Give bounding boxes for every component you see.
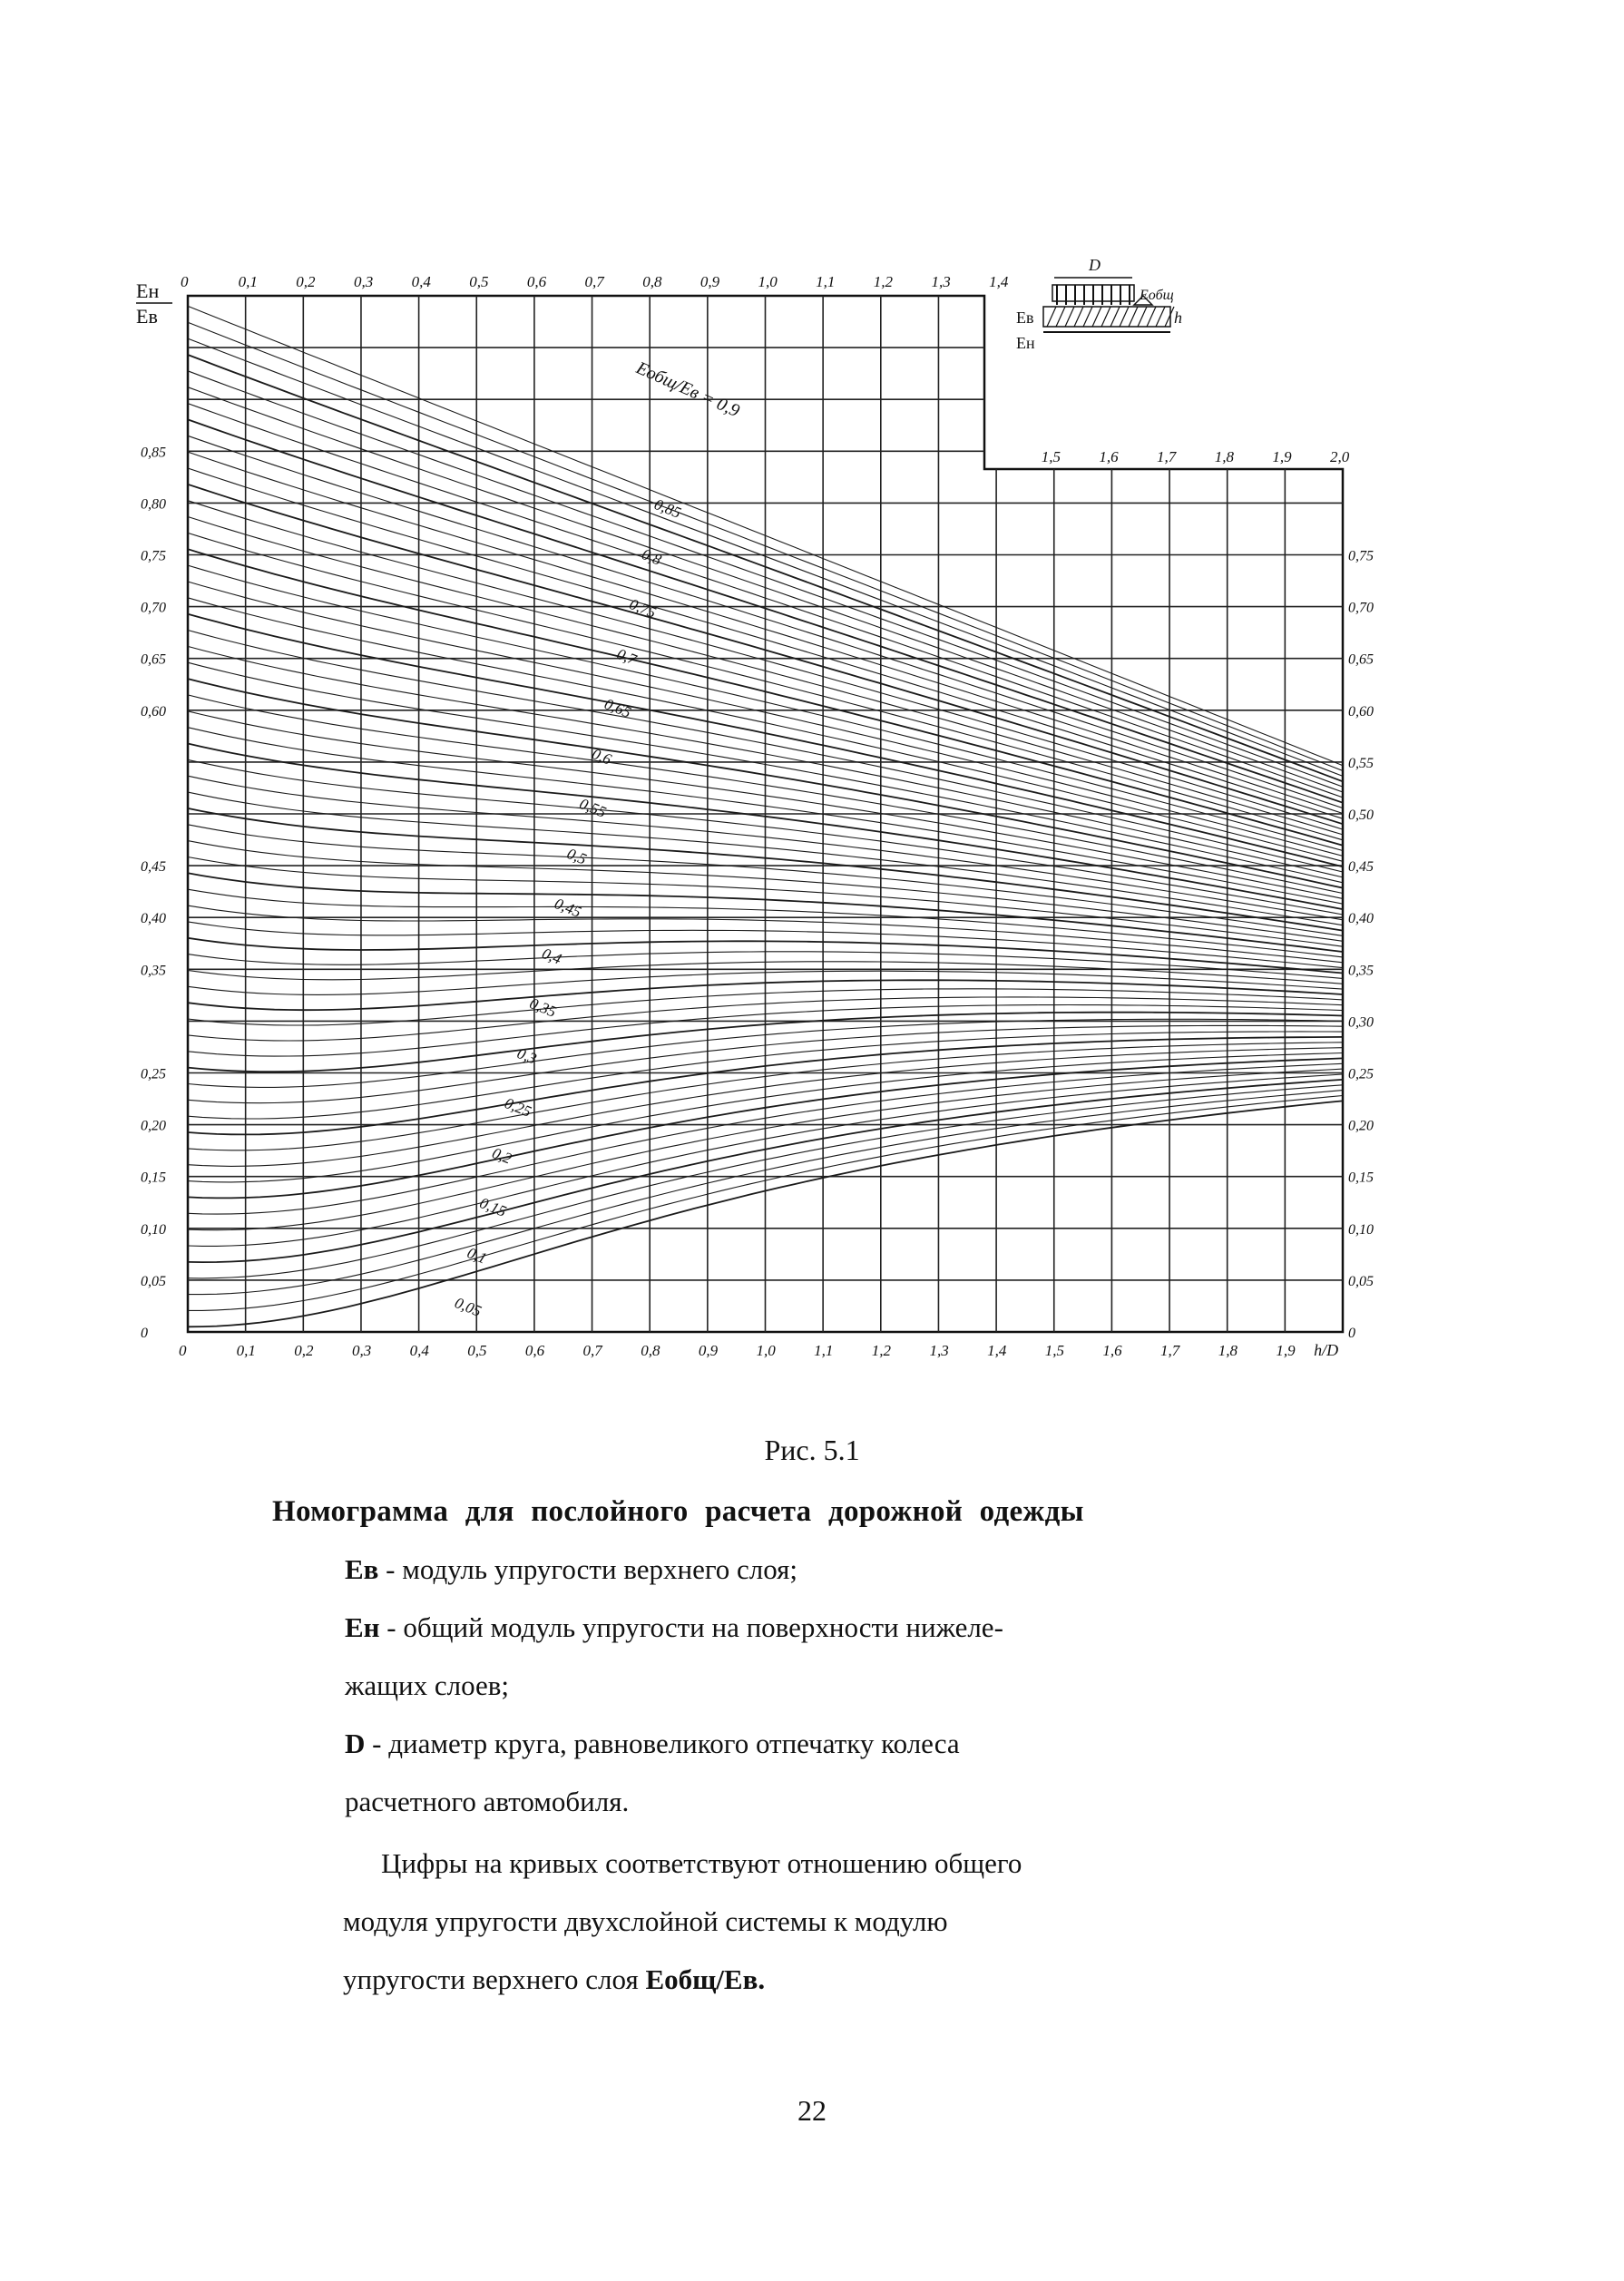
chart-labels — [136, 273, 1374, 1359]
top-x-tick-label: 0,1 — [238, 273, 258, 290]
inset-hatch — [1138, 307, 1147, 327]
left-y-tick-label: 0,45 — [141, 859, 166, 876]
curve-label: 0,1 — [465, 1244, 490, 1268]
note-line-3: упругости верхнего слоя Eобщ/Eв. — [343, 1963, 766, 1995]
curve-label: 0,85 — [651, 495, 684, 522]
top-x-tick-label: 1,2 — [873, 273, 894, 290]
legend-en-cont: жащих слоев; — [345, 1669, 510, 1701]
top-x-tick-label: 1,3 — [931, 273, 951, 290]
right-y-tick-label: 0,05 — [1348, 1273, 1374, 1289]
bottom-x-tick-label: 1,1 — [814, 1342, 834, 1359]
bottom-x-tick-label: 1,4 — [987, 1342, 1007, 1359]
chart-title: Номограмма для послойного расчета дорожной одежды — [272, 1495, 1084, 1528]
bottom-x-tick-label: 1,6 — [1102, 1342, 1122, 1359]
right-y-tick-label: 0,45 — [1348, 859, 1374, 876]
bottom-x-tick-label: 0,2 — [294, 1342, 314, 1359]
left-y-tick-label: 0,65 — [141, 651, 166, 668]
top-x-tick-label: 1,1 — [816, 273, 836, 290]
bottom-x-tick-label: 0,3 — [351, 1342, 372, 1359]
right-y-tick-label: 0,60 — [1348, 703, 1374, 720]
right-y-tick-label: 0,75 — [1348, 548, 1374, 564]
bottom-x-tick-label: 0,4 — [409, 1342, 429, 1359]
curve-family-label: Eобщ/Eв = 0,9 — [632, 357, 743, 422]
right-y-tick-label: 0,15 — [1348, 1170, 1374, 1186]
left-y-tick-label: 0,60 — [141, 703, 166, 720]
curve-label: 0,15 — [477, 1194, 509, 1220]
mid-x-tick-label: 1,8 — [1214, 448, 1234, 465]
top-x-tick-label: 0,2 — [296, 273, 316, 290]
right-y-tick-label: 0,25 — [1348, 1066, 1374, 1082]
inset-hatch — [1147, 307, 1156, 327]
mid-x-tick-label: 1,7 — [1157, 448, 1177, 465]
top-x-tick-label: 0,6 — [526, 273, 547, 290]
inset-hatch — [1092, 307, 1101, 327]
top-x-tick-label: 1,0 — [758, 273, 778, 290]
right-y-tick-label: 0,10 — [1348, 1221, 1374, 1238]
left-y-tick-label: 0,35 — [141, 963, 166, 979]
right-y-tick-label: 0,30 — [1348, 1014, 1374, 1031]
top-x-tick-label: 0 — [181, 273, 189, 290]
legend-en: Eн - общий модуль упругости на поверхности нижеле- — [345, 1611, 1003, 1643]
inset-hatch — [1101, 307, 1110, 327]
curve-label: 0,65 — [602, 695, 634, 721]
legend-ev: Eв - модуль упругости верхнего слоя; — [345, 1553, 798, 1585]
top-x-tick-label: 0,7 — [584, 273, 604, 290]
bottom-x-tick-label: 1,3 — [929, 1342, 949, 1359]
left-y-tick-label: 0,25 — [141, 1066, 166, 1082]
left-y-tick-label: 0 — [141, 1326, 148, 1341]
inset-hatch — [1110, 307, 1120, 327]
inset-h-label: h — [1174, 308, 1182, 327]
inset-hatch — [1120, 307, 1129, 327]
bottom-x-tick-label: 0,7 — [582, 1342, 602, 1359]
bottom-x-tick-label: 1,0 — [756, 1342, 776, 1359]
bottom-x-tick-label: 1,9 — [1276, 1342, 1296, 1359]
bottom-x-tick-label: 0,9 — [698, 1342, 719, 1359]
inset-hatch — [1129, 307, 1138, 327]
right-y-tick-label: 0,40 — [1348, 911, 1374, 927]
bottom-x-tick-label: 1,5 — [1044, 1342, 1064, 1359]
left-y-tick-label: 0,15 — [141, 1170, 166, 1186]
legend-d: D - диаметр круга, равновеликого отпечатку колеса — [345, 1728, 960, 1759]
mid-x-tick-label: 1,6 — [1099, 448, 1119, 465]
left-y-tick-label: 0,05 — [141, 1273, 166, 1289]
inset-hatch — [1056, 307, 1065, 327]
left-y-tick-label: 0,80 — [141, 496, 166, 513]
y-axis-label-bottom: Eв — [136, 305, 158, 328]
right-y-tick-label: 0,35 — [1348, 963, 1374, 979]
left-y-tick-label: 0,75 — [141, 548, 166, 564]
top-x-tick-label: 0,4 — [411, 273, 431, 290]
right-y-tick-label: 0 — [1348, 1326, 1355, 1341]
left-y-tick-label: 0,40 — [141, 911, 166, 927]
layer-diagram-inset — [1016, 256, 1182, 352]
top-x-tick-label: 0,9 — [699, 273, 720, 290]
bottom-x-tick-label: 1,8 — [1218, 1342, 1238, 1359]
inset-hatch — [1047, 307, 1056, 327]
bottom-x-tick-label: 1,2 — [871, 1342, 892, 1359]
inset-hatch — [1156, 307, 1165, 327]
bottom-x-tick-label: 0 — [179, 1342, 187, 1359]
curve-label: 0,05 — [452, 1294, 484, 1320]
y-axis-label-top: Eн — [136, 279, 160, 302]
inset-d-label: D — [1089, 256, 1101, 274]
figure-caption: Рис. 5.1 — [764, 1434, 860, 1466]
bottom-x-tick-label: 1,7 — [1160, 1342, 1180, 1359]
bottom-x-tick-label: 0,5 — [467, 1342, 487, 1359]
left-y-tick-label: 0,20 — [141, 1118, 166, 1134]
left-y-tick-label: 0,10 — [141, 1221, 166, 1238]
right-y-tick-label: 0,20 — [1348, 1118, 1374, 1134]
inset-eobsh-label: Eобщ — [1140, 288, 1174, 303]
top-x-tick-label: 0,3 — [353, 273, 374, 290]
right-y-tick-label: 0,65 — [1348, 651, 1374, 668]
bottom-x-tick-label: 0,1 — [236, 1342, 256, 1359]
curve-label: 0,45 — [552, 895, 584, 921]
inset-ev-label: Eв — [1016, 308, 1034, 327]
curve-label: 0,6 — [589, 745, 614, 768]
inset-hatch — [1065, 307, 1074, 327]
mid-x-tick-label: 1,9 — [1272, 448, 1292, 465]
page-number: 22 — [797, 2094, 827, 2127]
x-axis-label: h/D — [1314, 1341, 1339, 1359]
right-y-tick-label: 0,70 — [1348, 600, 1374, 616]
curve-label: 0,55 — [577, 795, 609, 821]
curve-label: 0,25 — [502, 1094, 534, 1121]
top-x-tick-label: 0,5 — [469, 273, 489, 290]
right-y-tick-label: 0,50 — [1348, 808, 1374, 823]
left-y-tick-label: 0,70 — [141, 600, 166, 616]
inset-hatch — [1165, 307, 1174, 327]
left-y-tick-label: 0,85 — [141, 445, 166, 461]
note-line-1: Цифры на кривых соответствуют отношению общего — [381, 1847, 1022, 1879]
note-line-2: модуля упругости двухслойной системы к модулю — [343, 1905, 948, 1937]
top-x-tick-label: 1,4 — [989, 273, 1009, 290]
curve-label: 0,3 — [514, 1044, 540, 1068]
inset-en-label: Eн — [1016, 334, 1035, 352]
curve-label: 0,4 — [539, 945, 564, 968]
note-ratio: Eобщ/Eв. — [645, 1963, 766, 1995]
bottom-x-tick-label: 0,8 — [641, 1342, 660, 1359]
curve-label: 0,2 — [489, 1144, 514, 1168]
curve-label: 0,7 — [614, 645, 640, 669]
legend-d-cont: расчетного автомобиля. — [345, 1786, 630, 1817]
inset-hatch — [1074, 307, 1083, 327]
top-x-tick-label: 0,8 — [642, 273, 662, 290]
curve-label: 0,5 — [564, 845, 590, 868]
right-y-tick-label: 0,55 — [1348, 755, 1374, 771]
inset-hatch — [1083, 307, 1092, 327]
curve-label: 0,8 — [639, 545, 664, 569]
bottom-x-tick-label: 0,6 — [524, 1342, 545, 1359]
curve-label: 0,75 — [627, 595, 659, 622]
mid-x-tick-label: 2,0 — [1330, 448, 1350, 465]
curve-label: 0,35 — [527, 994, 559, 1021]
mid-x-tick-label: 1,5 — [1041, 448, 1061, 465]
